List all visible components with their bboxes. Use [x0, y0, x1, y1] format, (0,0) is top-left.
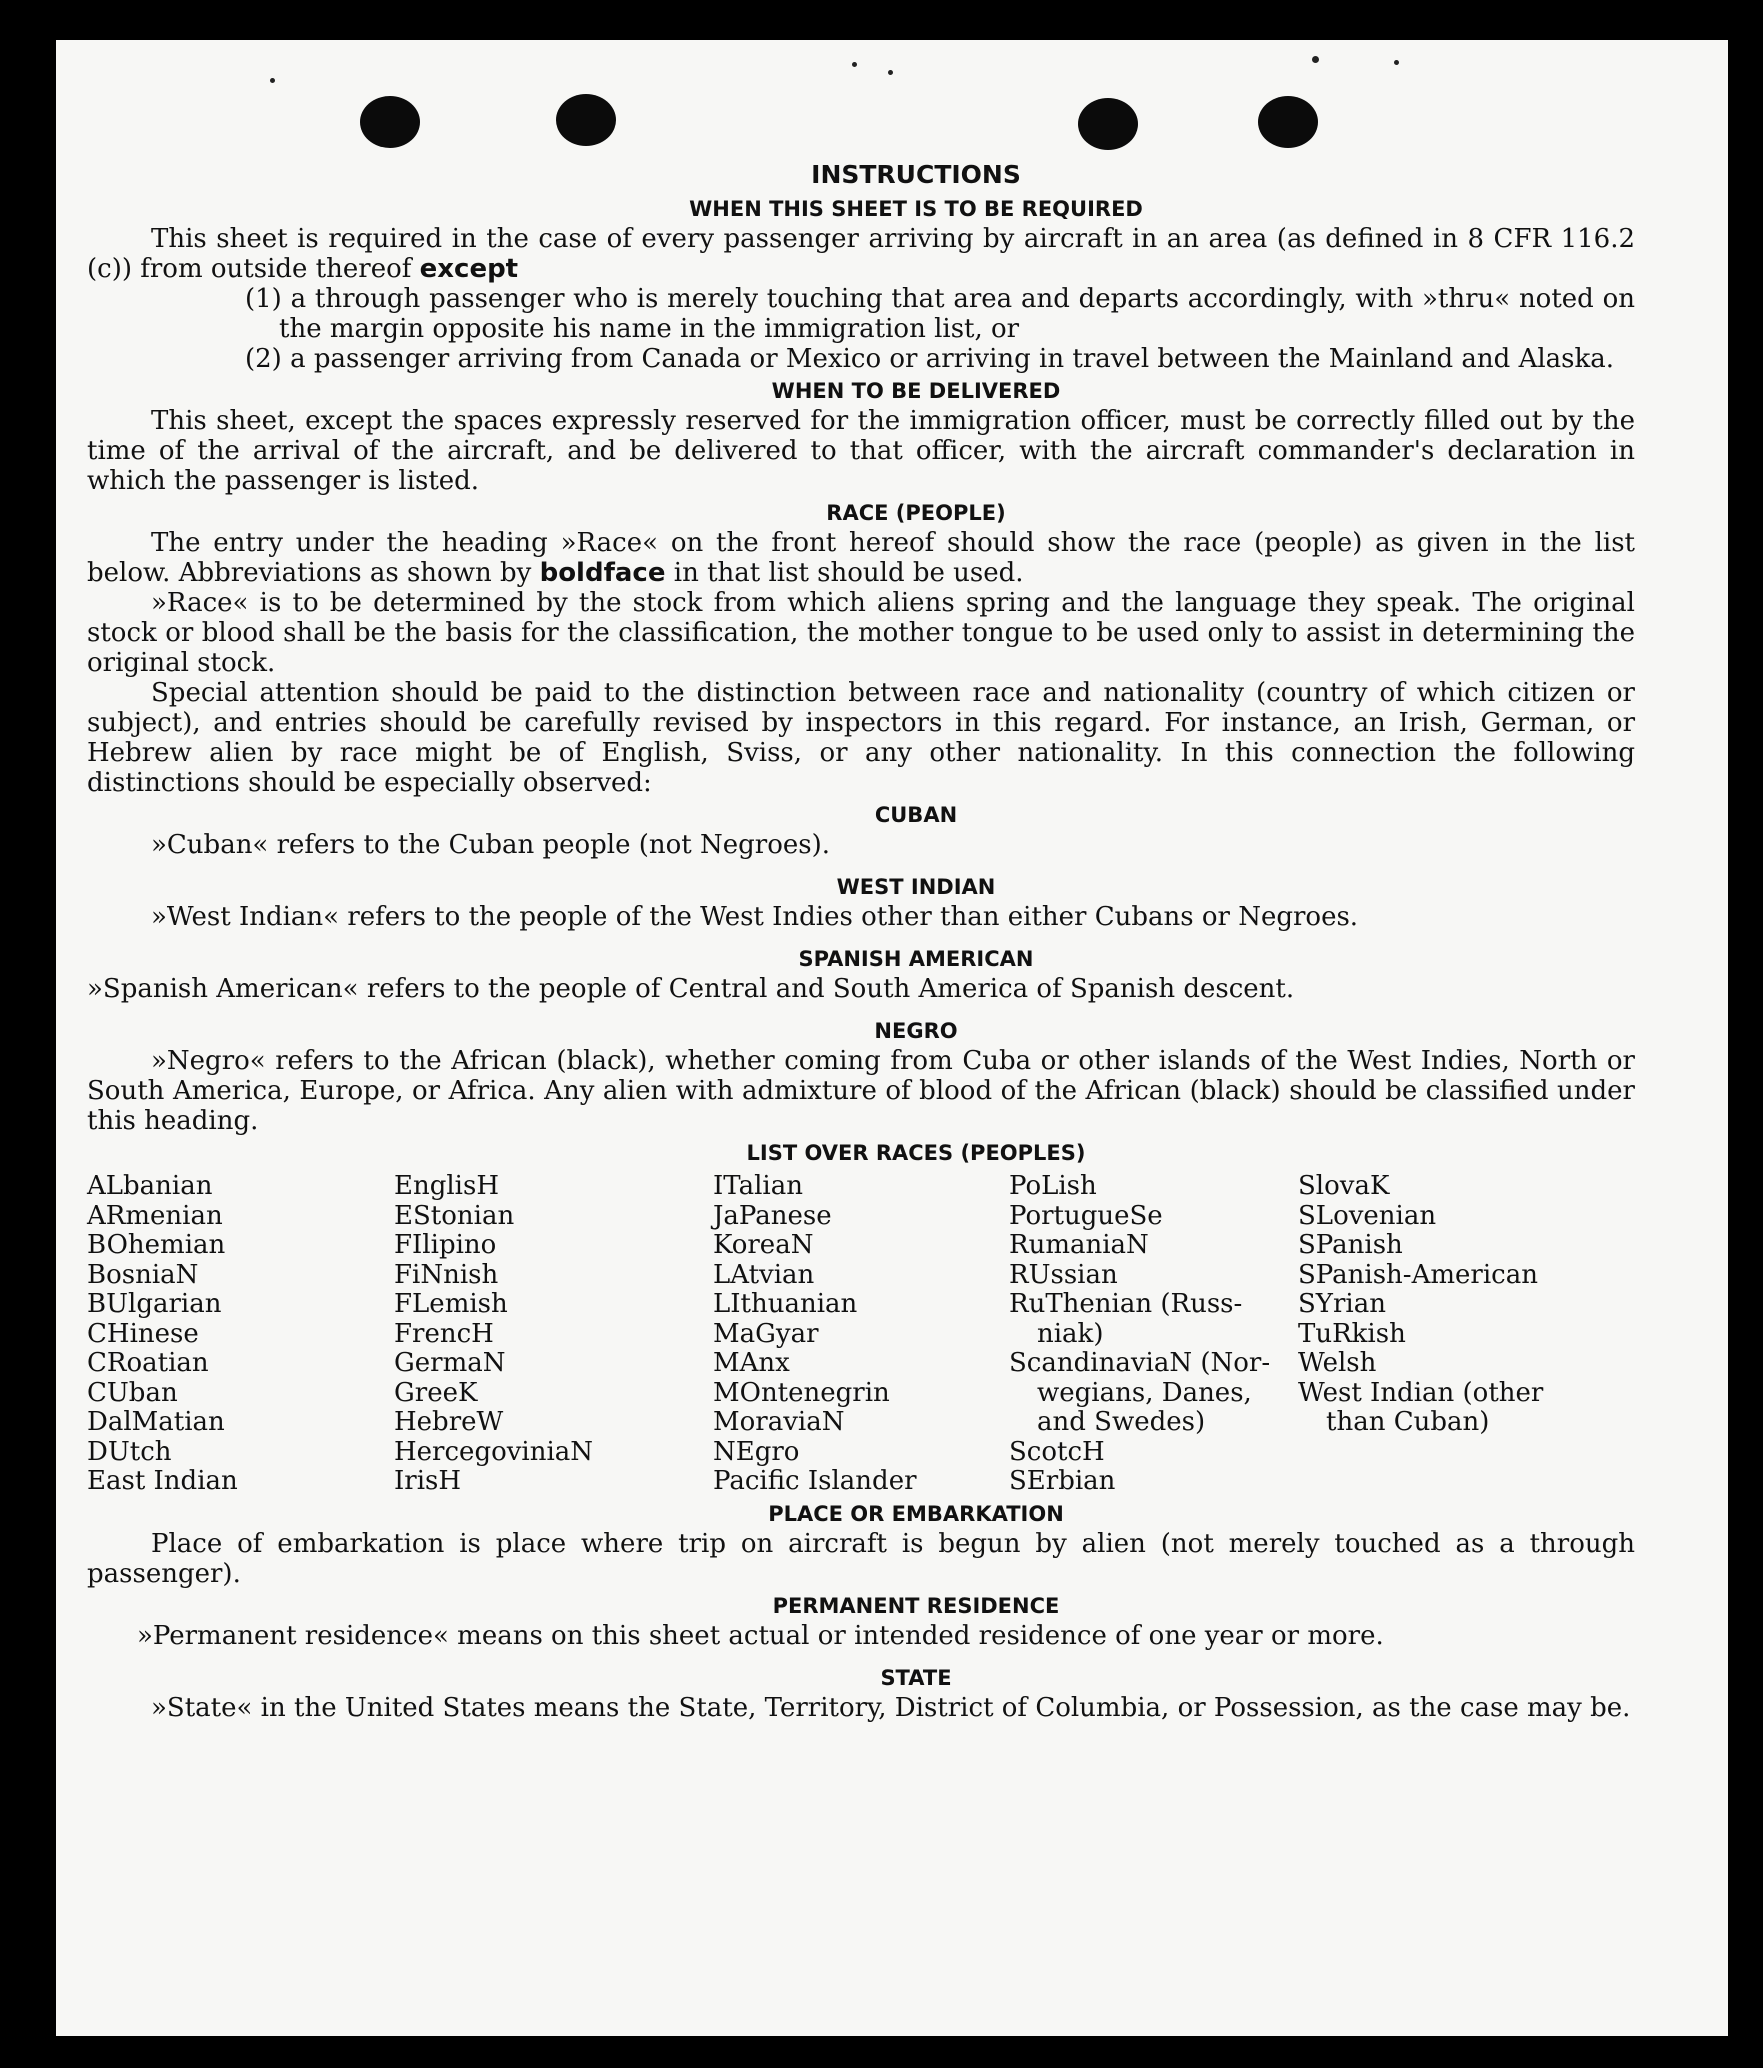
race-item: GermaN [394, 1348, 506, 1378]
race-item: FLemish [394, 1289, 508, 1319]
race-item: NEgro [713, 1436, 800, 1467]
paragraph-required [87, 224, 1635, 284]
paragraph-negro: »Negro« refers to the African (black), whether coming from Cuba or other islands of the West Indies, North or South America, Europe, or Africa. Any alien with admixture of blood of the African (black) should be classified under this heading. [87, 1046, 1635, 1136]
race-item: MAnx [713, 1348, 790, 1378]
exception-2: (2) a passenger arriving from Canada or Mexico or arriving in travel between the Mainland and Alaska. [245, 344, 1615, 374]
race-item: ITalian [713, 1171, 803, 1201]
race-item: MaGyar [713, 1318, 819, 1349]
heading-race: RACE (PEOPLE) [826, 501, 1006, 525]
heading-embarkation: PLACE OR EMBARKATION [768, 1501, 1064, 1526]
paragraph-delivered: This sheet, except the spaces expressly reserved for the immigration officer, must be correctly filled out by the time of the arrival of the aircraft, and be delivered to that officer, with the aircraft commander's declaration in which the passenger is listed. [87, 406, 1635, 496]
race-column-2 [394, 1172, 713, 1497]
punch-hole [556, 94, 616, 146]
race-item: PoLish [1009, 1171, 1097, 1201]
heading-delivered: WHEN TO BE DELIVERED [771, 379, 1061, 403]
race-item: and Swedes) [1037, 1407, 1206, 1437]
race-list [87, 1172, 1635, 1497]
race-item: GreeK [394, 1377, 478, 1408]
race-item: DUtch [87, 1436, 172, 1467]
race-item: RuThenian (Russ- [1009, 1289, 1243, 1319]
speck [888, 70, 893, 75]
race-text-1c: in that list should be used. [673, 558, 1024, 588]
punch-hole [1258, 96, 1318, 148]
race-item: Welsh [1298, 1348, 1377, 1378]
race-item: West Indian (other [1298, 1377, 1544, 1408]
race-text-1a: The entry under the heading »Race« on the front hereof should show the race (people) as given in the list below. Abbreviations as shown by [87, 528, 1635, 588]
race-column-5 [1298, 1172, 1598, 1497]
heading-cuban: CUBAN [874, 803, 958, 827]
speck [852, 62, 857, 67]
heading-negro: NEGRO [874, 1019, 958, 1043]
race-item: JaPanese [713, 1200, 832, 1231]
race-item: BosniaN [87, 1259, 199, 1290]
except-text: except [419, 254, 519, 284]
race-item: MoraviaN [713, 1407, 845, 1437]
race-item: HebreW [394, 1407, 504, 1437]
speck [1394, 60, 1399, 65]
race-item: KoreaN [713, 1230, 814, 1260]
instructions-content [87, 158, 1635, 1723]
paragraph-race-3: Special attention should be paid to the distinction between race and nationality (country of which citizen or subject), and entries should be carefully revised by inspectors in this regard. For instance, an Irish, German, or Hebrew alien by race might be of English, Sviss, or any other nationality. In this connection the following distinctions should be especially observed: [87, 678, 1635, 798]
race-column-4 [1009, 1172, 1298, 1497]
race-item: SlovaK [1298, 1171, 1390, 1201]
document-sheet [56, 40, 1728, 2036]
race-item: RUssian [1009, 1259, 1118, 1290]
race-item: BUlgarian [87, 1289, 222, 1319]
race-item: FIlipino [394, 1230, 497, 1260]
race-item: EnglisH [394, 1171, 500, 1201]
required-text: This sheet is required in the case of every passenger arriving by aircraft in an area (as defined in 8 CFR 116.2 (c)) from outside thereof [87, 224, 1635, 284]
race-item: MOntenegrin [713, 1377, 890, 1408]
paragraph-residence: »Permanent residence« means on this sheet actual or intended residence of one year or more. [137, 1620, 1384, 1651]
race-item: ScotcH [1009, 1436, 1105, 1467]
race-item: PortugueSe [1009, 1200, 1163, 1231]
race-item: Pacific Islander [713, 1466, 917, 1496]
speck [1312, 56, 1319, 63]
paragraph-cuban: »Cuban« refers to the Cuban people (not Negroes). [151, 830, 831, 860]
race-item: HercegoviniaN [394, 1436, 594, 1467]
race-item: than Cuban) [1326, 1407, 1490, 1437]
race-item: EStonian [394, 1200, 515, 1231]
speck [270, 78, 275, 83]
race-item: CRoatian [87, 1348, 209, 1378]
paragraph-race-2: »Race« is to be determined by the stock from which aliens spring and the language they speak. The original stock or blood shall be the basis for the classification, the mother tongue to be used only to assist in determining the original stock. [87, 588, 1635, 678]
punch-hole [360, 96, 420, 148]
race-item: LAtvian [713, 1259, 815, 1290]
paragraph-race-1 [87, 528, 1635, 588]
heading-race-list: LIST OVER RACES (PEOPLES) [746, 1141, 1086, 1165]
boldface-text: boldface [539, 558, 666, 588]
race-item: SPanish [1298, 1230, 1403, 1260]
race-item: CUban [87, 1377, 178, 1408]
race-item: ALbanian [87, 1171, 213, 1201]
race-item: East Indian [87, 1466, 238, 1496]
race-item: ARmenian [87, 1200, 223, 1231]
heading-residence: PERMANENT RESIDENCE [772, 1593, 1060, 1618]
heading-spanish-american: SPANISH AMERICAN [798, 947, 1034, 971]
race-item: SErbian [1009, 1466, 1116, 1496]
paragraph-embarkation: Place of embarkation is place where trip on aircraft is begun by alien (not merely touched as a through passenger). [87, 1528, 1635, 1589]
heading-state: STATE [880, 1665, 952, 1690]
race-item: BOhemian [87, 1230, 226, 1260]
race-column-1 [87, 1172, 394, 1497]
race-item: SYrian [1298, 1289, 1386, 1319]
page-title: INSTRUCTIONS [811, 160, 1021, 189]
race-item: FrencH [394, 1318, 494, 1349]
exception-1: (1) a through passenger who is merely touching that area and departs accordingly, with »thru« noted on the margin opposite his name in the immigration list, or [245, 284, 1635, 344]
race-item: DalMatian [87, 1407, 225, 1437]
race-item: wegians, Danes, [1037, 1377, 1252, 1408]
race-item: IrisH [394, 1466, 462, 1496]
paragraph-state: »State« in the United States means the State, Territory, District of Columbia, or Possession, as the case may be. [151, 1692, 1631, 1723]
race-item: SPanish-American [1298, 1259, 1538, 1290]
race-item: FiNnish [394, 1259, 499, 1290]
race-item: TuRkish [1298, 1318, 1406, 1349]
race-column-3 [713, 1172, 1009, 1497]
race-item: SLovenian [1298, 1200, 1437, 1231]
paragraph-west-indian: »West Indian« refers to the people of the West Indies other than either Cubans or Negroes. [151, 902, 1359, 932]
punch-hole [1078, 98, 1138, 150]
heading-west-indian: WEST INDIAN [836, 875, 996, 899]
race-item: niak) [1037, 1318, 1104, 1349]
heading-required: WHEN THIS SHEET IS TO BE REQUIRED [689, 197, 1143, 221]
race-item: CHinese [87, 1318, 199, 1349]
race-item: RumaniaN [1009, 1230, 1149, 1260]
race-item: LIthuanian [713, 1289, 858, 1319]
race-item: ScandinaviaN (Nor- [1009, 1348, 1271, 1378]
paragraph-spanish-american: »Spanish American« refers to the people of Central and South America of Spanish descent. [87, 974, 1295, 1004]
